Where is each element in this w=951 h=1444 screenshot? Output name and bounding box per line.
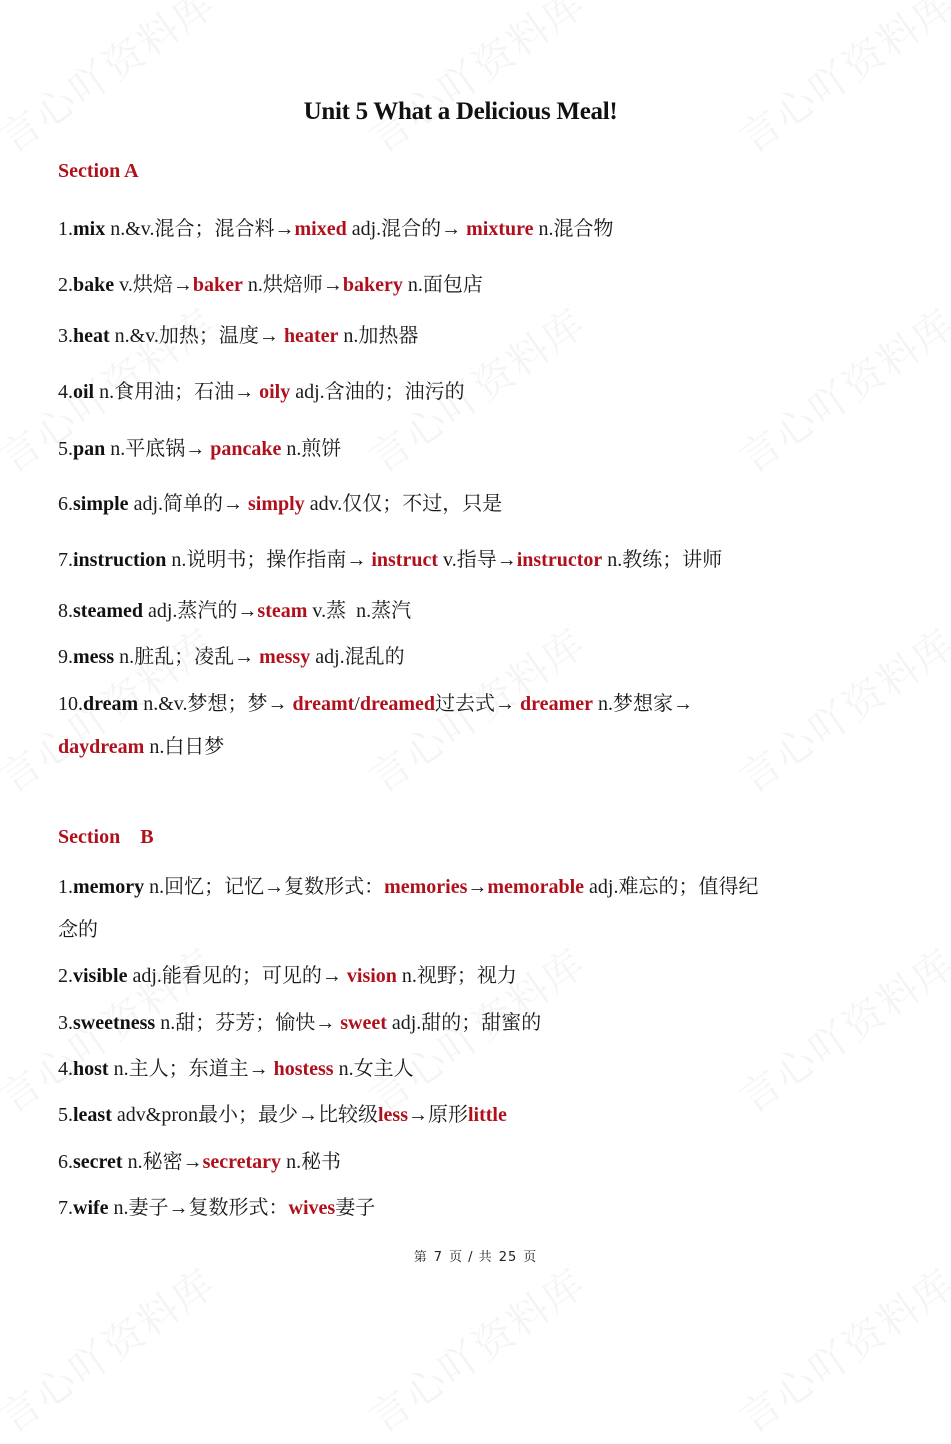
- item-number: 1.: [58, 218, 73, 240]
- vocab-line: [58, 1006, 541, 1035]
- definition-text: n.秘密→: [122, 1151, 203, 1173]
- item-number: 4.: [58, 1058, 73, 1080]
- vocab-line: [58, 375, 465, 404]
- watermark-text: [726, 293, 951, 484]
- vocab-line: [58, 594, 411, 623]
- watermark-text: [726, 933, 951, 1124]
- definition-text: n.回忆；记忆→复数形式：: [144, 876, 385, 898]
- footer-suffix: 页: [523, 1250, 538, 1265]
- vocab-line: [58, 212, 614, 241]
- item-number: 7.: [58, 1197, 73, 1219]
- item-number: 2.: [58, 965, 73, 987]
- headword: oil: [73, 381, 95, 403]
- definition-text: n.主人；东道主→: [108, 1058, 274, 1080]
- derived-word: secretary: [202, 1151, 282, 1173]
- footer-mid: 页 / 共: [449, 1250, 493, 1265]
- item-number: 3.: [58, 1012, 73, 1034]
- derived-word: hostess: [273, 1058, 334, 1080]
- derived-word: heater: [283, 325, 339, 347]
- vocab-line: [58, 487, 502, 516]
- derived-word: daydream: [58, 736, 145, 758]
- definition-text: n.秘书: [281, 1151, 342, 1173]
- definition-text: n.视野；视力: [396, 965, 517, 987]
- headword: simple: [73, 493, 129, 515]
- vocab-line: [58, 268, 483, 297]
- definition-text: n.女主人: [333, 1058, 414, 1080]
- derived-word: oily: [259, 381, 291, 403]
- watermark-text: [0, 1253, 226, 1444]
- section-a-heading: Section A: [58, 160, 139, 182]
- definition-text: v.指导→: [438, 549, 517, 571]
- headword: mix: [73, 218, 106, 240]
- definition-text: n.&v.梦想；梦→: [138, 693, 293, 715]
- vocab-line: [58, 1098, 507, 1127]
- watermark-text: [356, 0, 595, 164]
- definition-text: n.平底锅→: [105, 438, 211, 460]
- definition-text: →: [467, 876, 488, 898]
- definition-text: adv&pron最小；最少→比较级: [111, 1104, 378, 1126]
- watermark-text: [726, 1253, 951, 1444]
- derived-word: memories: [384, 876, 468, 898]
- definition-text: adj.蒸汽的→: [142, 600, 258, 622]
- definition-text: n.煎饼: [281, 438, 342, 460]
- derived-word: wives: [288, 1197, 336, 1219]
- item-number: 10.: [58, 693, 83, 715]
- definition-text: n.脏乱；凌乱→: [114, 646, 260, 668]
- item-number: 4.: [58, 381, 73, 403]
- definition-text: adj.甜的；甜蜜的: [386, 1012, 542, 1034]
- watermark-text: [0, 0, 226, 164]
- page-title: Unit 5 What a Delicious Meal!: [303, 98, 618, 125]
- definition-text: /: [354, 693, 360, 715]
- definition-text: 妻子: [335, 1197, 376, 1219]
- footer-total-pages: 25: [498, 1250, 518, 1265]
- item-number: 1.: [58, 876, 73, 898]
- definition-text: adj.含油的；油污的: [290, 381, 465, 403]
- headword: secret: [73, 1151, 123, 1173]
- derived-word: mixture: [466, 218, 534, 240]
- definition-text: n.加热器: [338, 325, 419, 347]
- definition-text: adv.仅仅；不过，只是: [304, 493, 503, 515]
- footer-page-number: 7: [433, 1250, 444, 1265]
- derived-word: baker: [192, 274, 243, 296]
- vocab-line: [58, 1145, 341, 1174]
- item-number: 3.: [58, 325, 73, 347]
- item-number: 6.: [58, 1151, 73, 1173]
- vocab-line: [58, 959, 517, 988]
- vocab-line: [58, 319, 418, 348]
- definition-text: n.说明书；操作指南→: [166, 549, 372, 571]
- definition-text: n.&v.混合；混合料→: [105, 218, 295, 240]
- derived-word: little: [467, 1104, 507, 1126]
- item-number: 5.: [58, 1104, 73, 1126]
- vocab-line: [58, 730, 224, 759]
- vocab-line: [58, 1191, 375, 1220]
- derived-word: instructor: [516, 549, 603, 571]
- definition-text: adj.混合的→: [346, 218, 467, 240]
- vocab-line: [58, 1052, 414, 1081]
- definition-text: n.白日梦: [144, 736, 225, 758]
- derived-word: memorable: [487, 876, 585, 898]
- watermark-text: [726, 0, 951, 164]
- derived-word: dreamt: [292, 693, 355, 715]
- definition-text: n.妻子→复数形式：: [108, 1197, 289, 1219]
- footer-prefix: 第: [413, 1250, 428, 1265]
- headword: least: [73, 1104, 112, 1126]
- vocab-line: [58, 543, 722, 572]
- definition-text: n.梦想家→: [592, 693, 693, 715]
- definition-text: n.混合物: [533, 218, 614, 240]
- item-number: 7.: [58, 549, 73, 571]
- headword: dream: [83, 693, 139, 715]
- derived-word: mixed: [294, 218, 347, 240]
- derived-word: instruct: [371, 549, 439, 571]
- item-number: 8.: [58, 600, 73, 622]
- watermark-text: [726, 613, 951, 804]
- definition-text: adj.简单的→: [128, 493, 248, 515]
- item-number: 6.: [58, 493, 73, 515]
- definition-text: adj.难忘的；值得纪: [584, 876, 759, 898]
- definition-text: v.蒸 n.蒸汽: [307, 600, 412, 622]
- headword: host: [73, 1058, 109, 1080]
- definition-text: n.食用油；石油→: [94, 381, 260, 403]
- headword: heat: [73, 325, 110, 347]
- derived-word: dreamed: [359, 693, 436, 715]
- headword: steamed: [73, 600, 143, 622]
- definition-text: n.甜；芬芳；愉快→: [155, 1012, 341, 1034]
- derived-word: sweet: [340, 1012, 387, 1034]
- derived-word: steam: [257, 600, 308, 622]
- definition-text: v.烘焙→: [114, 274, 193, 296]
- headword: pan: [73, 438, 106, 460]
- derived-word: messy: [259, 646, 311, 668]
- vocab-line: [58, 913, 98, 942]
- watermark-text: [356, 1253, 595, 1444]
- section-b-heading: Section B: [58, 826, 154, 848]
- headword: mess: [73, 646, 115, 668]
- definition-text: n.烘焙师→: [242, 274, 343, 296]
- item-number: 5.: [58, 438, 73, 460]
- vocab-line: [58, 870, 758, 899]
- definition-text: 过去式→: [435, 693, 521, 715]
- definition-text: n.面包店: [402, 274, 483, 296]
- derived-word: bakery: [342, 274, 403, 296]
- page-footer: [0, 1246, 951, 1265]
- headword: visible: [73, 965, 128, 987]
- derived-word: dreamer: [520, 693, 593, 715]
- derived-word: pancake: [210, 438, 282, 460]
- definition-text: →原形: [407, 1104, 468, 1126]
- definition-text: adj.混乱的: [310, 646, 405, 668]
- vocab-line: [58, 687, 693, 716]
- derived-word: vision: [346, 965, 397, 987]
- vocab-line: [58, 640, 405, 669]
- definition-text: 念的: [58, 919, 98, 941]
- headword: wife: [73, 1197, 109, 1219]
- derived-word: simply: [248, 493, 305, 515]
- headword: bake: [73, 274, 115, 296]
- definition-text: n.教练；讲师: [602, 549, 723, 571]
- headword: memory: [73, 876, 145, 898]
- definition-text: adj.能看见的；可见的→: [127, 965, 347, 987]
- definition-text: n.&v.加热；温度→: [109, 325, 284, 347]
- item-number: 2.: [58, 274, 73, 296]
- headword: sweetness: [73, 1012, 156, 1034]
- derived-word: less: [377, 1104, 408, 1126]
- item-number: 9.: [58, 646, 73, 668]
- vocab-line: [58, 432, 341, 461]
- headword: instruction: [73, 549, 167, 571]
